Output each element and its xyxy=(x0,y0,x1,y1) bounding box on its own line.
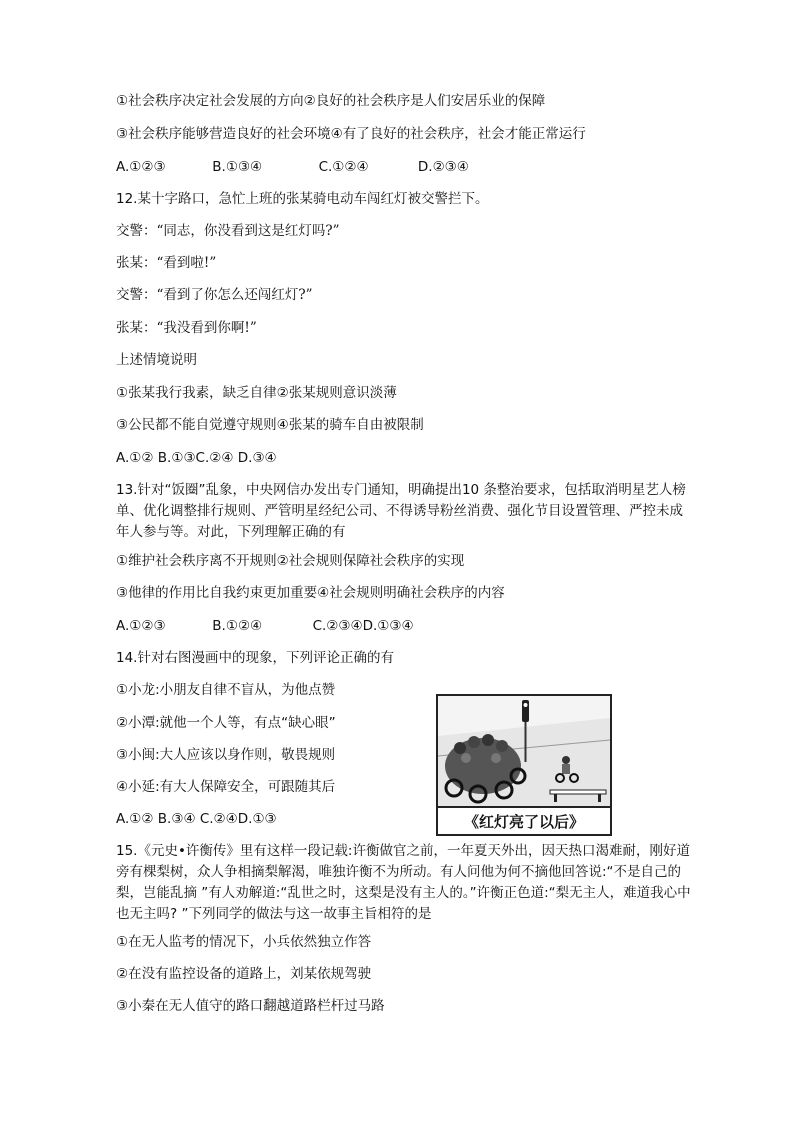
cartoon-illustration xyxy=(438,696,610,808)
q15-statement-2: ②在没有监控设备的道路上，刘某依规驾驶 xyxy=(116,966,372,982)
q11-statement-2: ③社会秩序能够营造良好的社会环境④有了良好的社会秩序，社会才能正常运行 xyxy=(116,126,586,142)
q13-stem: 13.针对“饭圈”乱象，中央网信办发出专门通知，明确提出10 条整治要求，包括取消明星艺人榜单、优化调整排行规则、严管明星经纪公司、不得诱导粉丝消费、强化节目设置管理、严控未成年人参与等。对此，下列理解正确的有 xyxy=(116,482,686,540)
cartoon-caption: 《红灯亮了以后》 xyxy=(438,806,610,834)
q14-options: A.①② B.③④ C.②④D.①③ xyxy=(116,811,277,827)
q12-lead: 上述情境说明 xyxy=(116,352,197,368)
q11-options xyxy=(116,157,469,177)
q13-statement-1: ①维护社会秩序离不开规则②社会规则保障社会秩序的实现 xyxy=(116,553,465,569)
q14-statement-3: ③小闽:大人应该以身作则，敬畏规则 xyxy=(116,747,336,763)
q15-stem: 15.《元史•许衡传》里有这样一段记载:许衡做官之前，一年夏天外出，因天热口渴难耐，刚好道旁有棵梨树，众人争相摘梨解渴，唯独许衡不为所动。有人问他为何不摘他回答说:“不是自己的梨，岂能乱摘 ”有人劝解道:“乱世之时，这梨是没有主人的。”许衡正色道:“梨无主人，难道我心中也无主吗? ”下列同学的做法与这一故事主旨相符的是 xyxy=(116,843,691,922)
q13-statement-2: ③他律的作用比自我约束更加重要④社会规则明确社会秩序的内容 xyxy=(116,585,505,601)
q13-option-cd: C.②③④D.①③④ xyxy=(312,618,414,634)
q11-option-b: B.①③④ xyxy=(212,159,263,175)
q12-dialogue-2: 张某：“看到啦!” xyxy=(116,255,217,271)
q12-stem: 12.某十字路口，急忙上班的张某骑电动车闯红灯被交警拦下。 xyxy=(116,191,489,207)
q12-statement-1: ①张某我行我素，缺乏自律②张某规则意识淡薄 xyxy=(116,385,397,401)
q12-dialogue-3: 交警：“看到了你怎么还闯红灯?” xyxy=(116,287,313,303)
q12-dialogue-4: 张某：“我没看到你啊!” xyxy=(116,320,257,336)
q14-statement-1: ①小龙:小朋友自律不盲从，为他点赞 xyxy=(116,682,336,698)
q13-option-a: A.①②③ xyxy=(116,618,166,634)
q11-option-d: D.②③④ xyxy=(417,159,469,175)
q14-statement-2: ②小潭:就他一个人等，有点“缺心眼” xyxy=(116,715,336,731)
q14-stem: 14.针对右图漫画中的现象，下列评论正确的有 xyxy=(116,650,394,666)
q14-statement-4: ④小延:有大人保障安全，可跟随其后 xyxy=(116,779,336,795)
q15-statement-3: ③小秦在无人值守的路口翻越道路栏杆过马路 xyxy=(116,998,385,1014)
q11-statement-1: ①社会秩序决定社会发展的方向②良好的社会秩序是人们安居乐业的保障 xyxy=(116,93,546,109)
q15-statement-1: ①在无人监考的情况下，小兵依然独立作答 xyxy=(116,934,372,950)
q12-dialogue-1: 交警：“同志，你没看到这是红灯吗?” xyxy=(116,223,340,239)
q12-statement-2: ③公民都不能自觉遵守规则④张某的骑车自由被限制 xyxy=(116,417,424,433)
cartoon-image xyxy=(436,694,612,836)
q12-options: A.①② B.①③C.②④ D.③④ xyxy=(116,450,277,466)
q13-options xyxy=(116,616,414,636)
q11-option-a: A.①②③ xyxy=(116,159,166,175)
q13-option-b: B.①②④ xyxy=(212,618,263,634)
q11-option-c: C.①②④ xyxy=(318,159,369,175)
